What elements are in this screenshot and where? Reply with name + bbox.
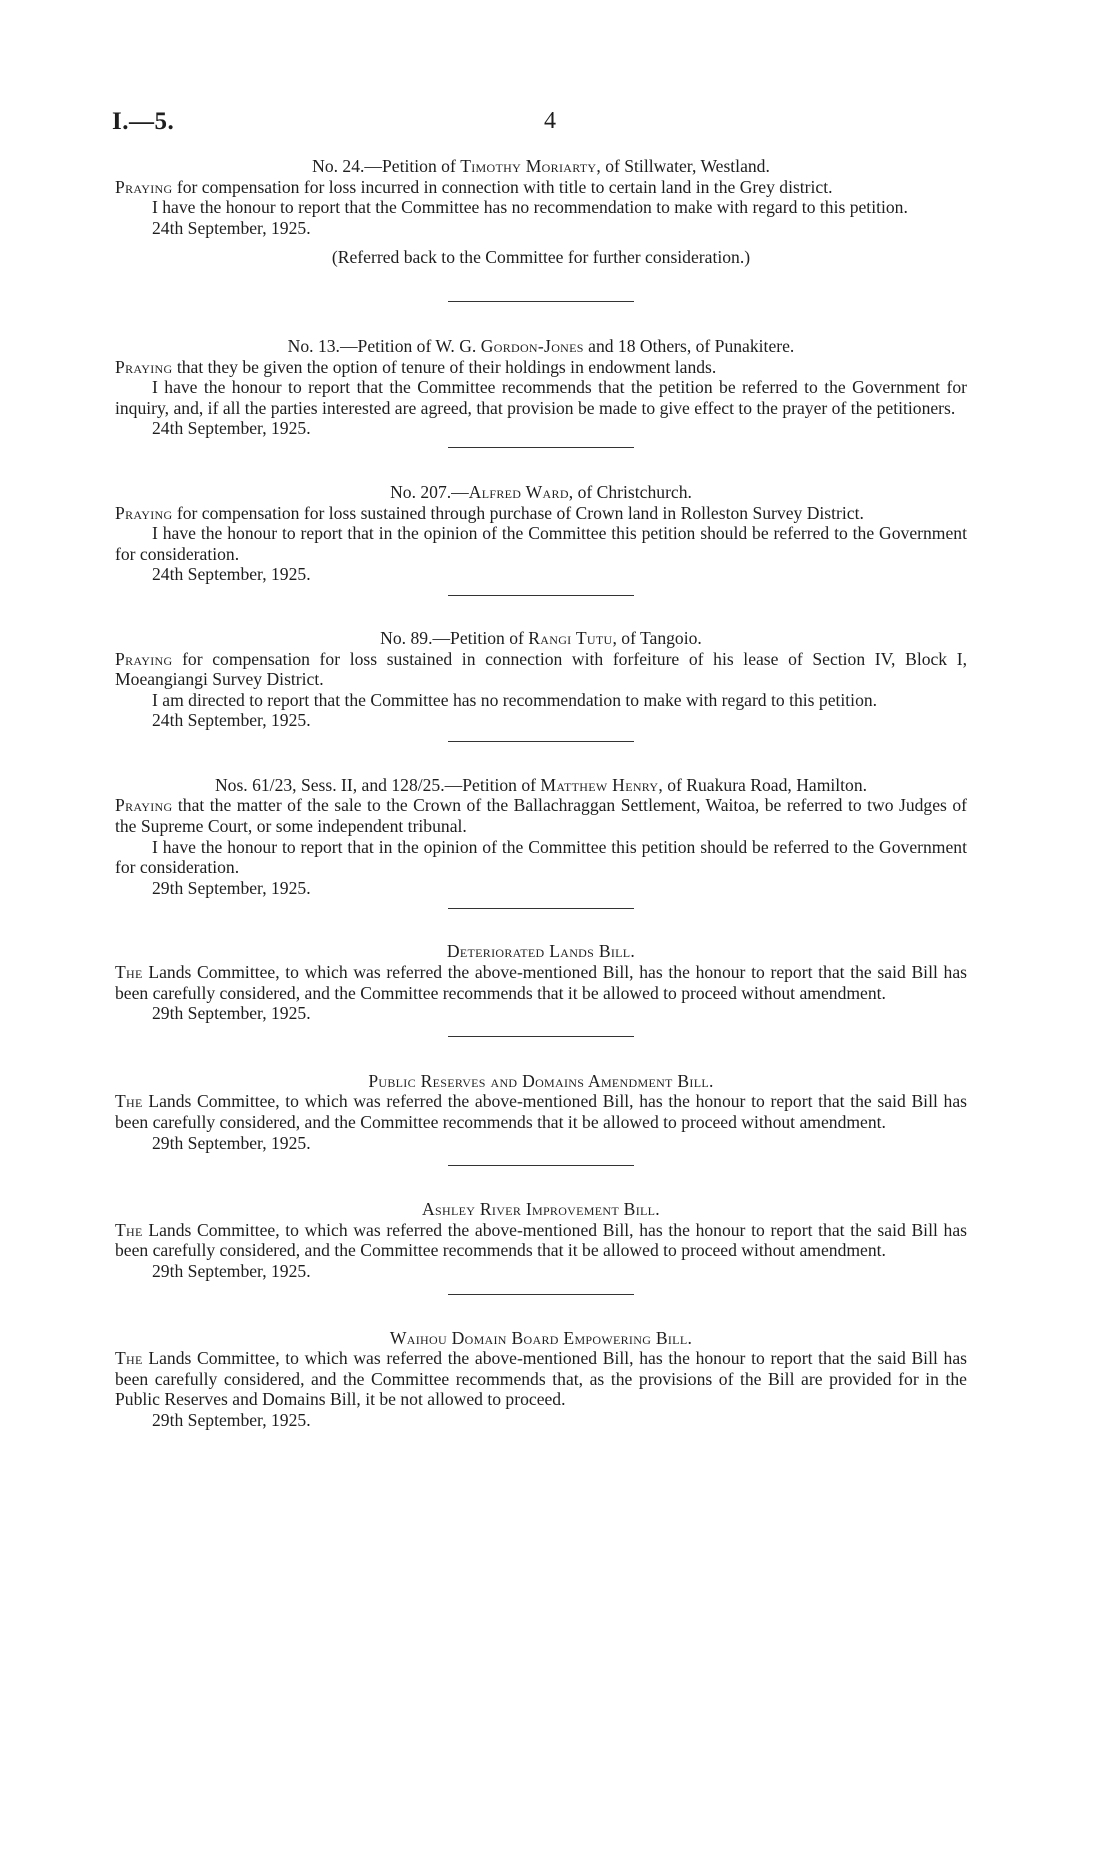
committee-report: I am directed to report that the Committee has no recommendation to make with regard to this petition.	[152, 689, 878, 710]
petition-number: No. 13.—Petition of W. G.	[287, 335, 481, 356]
praying-word: Praying	[115, 795, 173, 816]
praying-word: Praying	[115, 648, 173, 669]
petition-prayer	[115, 795, 967, 836]
petitioner-place: , of Stillwater, Westland.	[596, 156, 770, 176]
petition-heading	[115, 336, 967, 357]
petition-heading	[115, 775, 967, 796]
petition-section	[115, 628, 967, 731]
committee-report: I have the honour to report that in the opinion of the Committee this petition should be referred to the Government for consideration.	[115, 523, 967, 564]
praying-word: Praying	[115, 502, 173, 523]
petition-heading	[115, 156, 967, 177]
petition-section	[115, 775, 967, 899]
section-divider	[448, 447, 634, 448]
petition-prayer	[115, 503, 967, 524]
the-word: The	[115, 962, 143, 983]
petition-number: No. 24.—Petition of	[312, 156, 461, 176]
referral-note: (Referred back to the Committee for further consideration.)	[331, 247, 751, 268]
section-divider	[448, 908, 634, 909]
section-divider	[448, 595, 634, 596]
section-divider	[448, 1165, 634, 1166]
bill-report-text: Lands Committee, to which was referred the above-mentioned Bill, has the honour to report that the said Bill has been carefully considered, and the Committee recommends that it be allowed to proceed without amendment.	[115, 962, 967, 1003]
bill-report	[115, 962, 967, 1003]
committee-report: I have the honour to report that in the opinion of the Committee this petition should be referred to the Government for consideration.	[115, 836, 967, 878]
report-date: 24th September, 1925.	[152, 710, 311, 731]
petitioner-name: Gordon-Jones	[480, 335, 584, 356]
page-identifier: I.—5.	[112, 108, 175, 135]
bill-title: Public Reserves and Domains Amendment Bill.	[368, 1070, 714, 1091]
petitioner-name: Matthew Henry	[540, 774, 659, 795]
petition-section	[115, 336, 967, 439]
the-word: The	[115, 1219, 143, 1240]
document-body	[115, 156, 967, 1431]
petition-heading	[115, 628, 967, 649]
petitioner-place: , of Christchurch.	[568, 481, 692, 502]
report-date: 29th September, 1925.	[152, 1260, 311, 1281]
bill-report	[115, 1220, 967, 1261]
petitioner-name: Alfred Ward	[468, 481, 569, 502]
report-date: 29th September, 1925.	[152, 1132, 311, 1153]
bill-title: Waihou Domain Board Empowering Bill.	[389, 1327, 693, 1348]
section-divider	[448, 741, 634, 742]
petition-section	[115, 482, 967, 585]
report-date: 29th September, 1925.	[152, 1409, 311, 1430]
petitioner-place: and 18 Others, of Punakitere.	[583, 335, 795, 356]
section-divider	[448, 1036, 634, 1037]
praying-word: Praying	[115, 356, 173, 377]
petition-number: No. 207.—	[390, 481, 469, 502]
petition-prayer	[115, 177, 967, 198]
petition-prayer	[115, 357, 967, 378]
bill-report-text: Lands Committee, to which was referred the above-mentioned Bill, has the honour to report that the said Bill has been carefully considered, and the Committee recommends that it be allowed to proceed without amendment.	[115, 1219, 967, 1261]
bill-title: Deteriorated Lands Bill.	[446, 941, 636, 962]
prayer-text: for compensation for loss incurred in connection with title to certain land in the Grey district.	[172, 176, 833, 197]
prayer-text: for compensation for loss sustained through purchase of Crown land in Rolleston Survey District.	[172, 502, 864, 523]
petitioner-place: , of Tangoio.	[612, 627, 702, 648]
page-number: 4	[544, 108, 556, 134]
bill-section	[115, 1199, 967, 1281]
petitioner-place: , of Ruakura Road, Hamilton.	[658, 774, 868, 795]
bill-section	[115, 941, 967, 1023]
bill-section	[115, 1328, 967, 1431]
section-divider	[448, 301, 634, 302]
prayer-text: for compensation for loss sustained in connection with forfeiture of his lease of Section IV, Block I, Moeangiangi Survey District.	[115, 648, 967, 690]
committee-report: I have the honour to report that the Committee recommends that the petition be referred to the Government for inquiry, and, if all the parties interested are agreed, that provision be made to give effect to the prayer of the petitioners.	[115, 377, 967, 418]
petitioner-name: Rangi Tutu	[528, 627, 613, 648]
report-date: 24th September, 1925.	[152, 564, 311, 585]
report-date: 24th September, 1925.	[152, 418, 311, 439]
petition-section	[115, 156, 967, 268]
the-word: The	[115, 1348, 143, 1369]
petition-prayer	[115, 649, 967, 690]
report-date: 24th September, 1925.	[152, 217, 311, 238]
committee-report: I have the honour to report that the Committee has no recommendation to make with regard to this petition.	[152, 197, 908, 218]
report-date: 29th September, 1925.	[152, 877, 311, 898]
petitioner-name: Timothy Moriarty	[460, 156, 597, 176]
prayer-text: that they be given the option of tenure of their holdings in endowment lands.	[172, 356, 717, 377]
petition-number: Nos. 61/23, Sess. II, and 128/25.—Petition of	[214, 774, 541, 795]
bill-report-text: Lands Committee, to which was referred the above-mentioned Bill, has the honour to report that the said Bill has been carefully considered, and the Committee recommends that, as the provisions of the Bill are provided for in the Public Reserves and Domains Bill, it be not allowed to proceed.	[115, 1348, 967, 1410]
bill-title: Ashley River Improvement Bill.	[422, 1199, 660, 1220]
prayer-text: that the matter of the sale to the Crown of the Ballachraggan Settlement, Waitoa, be referred to two Judges of the Supreme Court, or some independent tribunal.	[115, 795, 967, 837]
section-divider	[448, 1294, 634, 1295]
bill-report	[115, 1348, 967, 1410]
bill-report-text: Lands Committee, to which was referred the above-mentioned Bill, has the honour to report that the said Bill has been carefully considered, and the Committee recommends that it be allowed to proceed without amendment.	[115, 1091, 967, 1132]
report-date: 29th September, 1925.	[152, 1003, 311, 1024]
the-word: The	[115, 1091, 143, 1112]
bill-report	[115, 1091, 967, 1132]
petition-heading	[115, 482, 967, 503]
petition-number: No. 89.—Petition of	[380, 627, 529, 648]
praying-word: Praying	[115, 176, 173, 197]
bill-section	[115, 1071, 967, 1153]
